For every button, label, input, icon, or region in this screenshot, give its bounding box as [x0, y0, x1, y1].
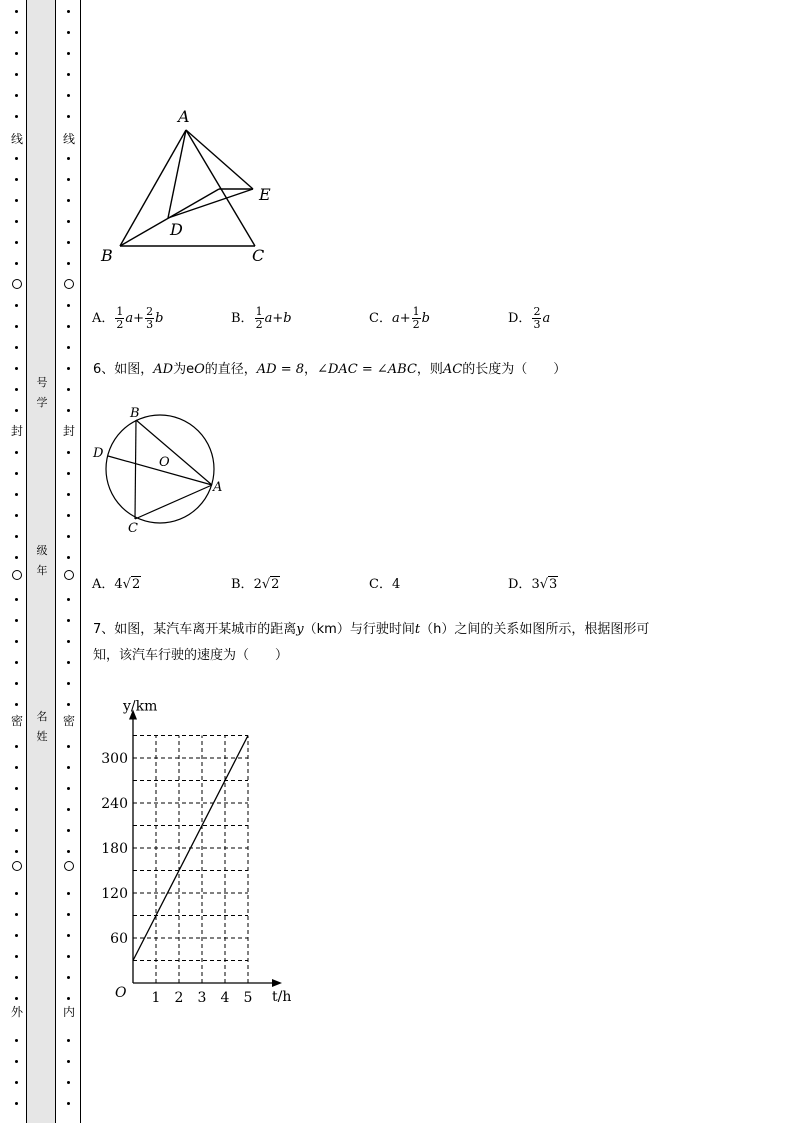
margin-dot	[67, 892, 70, 895]
x-axis-arrow-icon	[272, 979, 282, 987]
text: 为	[173, 362, 187, 377]
margin-ring-icon	[12, 279, 22, 289]
fraction	[115, 306, 124, 331]
margin-dot	[15, 745, 18, 748]
field-label-xue: 学	[36, 396, 48, 409]
margin-dot	[67, 1039, 70, 1042]
coefficient: 3	[531, 577, 540, 592]
radicand: 3	[549, 577, 558, 592]
x-tick-label: 3	[197, 990, 207, 1006]
margin-dot	[67, 31, 70, 34]
fraction	[255, 306, 264, 331]
text: 的长度为（ ）	[462, 362, 567, 377]
margin-dot	[15, 1060, 18, 1063]
value: 4	[391, 577, 401, 592]
denominator: 3	[146, 318, 154, 331]
fraction	[532, 306, 541, 331]
variable-t: t	[414, 622, 421, 637]
q6-stem	[93, 356, 566, 384]
margin-dot	[15, 325, 18, 328]
margin-dot	[67, 514, 70, 517]
margin-dot	[15, 535, 18, 538]
margin-dot	[67, 619, 70, 622]
text: ，	[304, 362, 318, 377]
margin-dot	[67, 115, 70, 118]
margin-dot	[15, 1102, 18, 1105]
outer-dotted-line	[12, 0, 22, 1123]
field-label-ji: 级	[36, 544, 48, 557]
segment-ad: AD	[153, 362, 174, 377]
margin-dot	[15, 115, 18, 118]
q6-option-b: B．2√2	[231, 577, 280, 592]
outer-label-xian: 线	[10, 132, 23, 146]
margin-dot	[67, 598, 70, 601]
margin-dot	[15, 934, 18, 937]
margin-dot	[67, 73, 70, 76]
margin-dot	[15, 997, 18, 1000]
numerator: 1	[412, 305, 420, 318]
margin-dot	[15, 31, 18, 34]
margin-dot	[67, 52, 70, 55]
margin-dot	[15, 766, 18, 769]
radicand: 2	[271, 577, 280, 592]
inner-label-mi: 密	[62, 714, 75, 728]
q6-option-d: D．3√3	[508, 577, 558, 592]
margin-dot	[15, 682, 18, 685]
margin-dot	[15, 388, 18, 391]
denominator: 2	[116, 318, 124, 331]
y-tick-label: 180	[101, 841, 128, 857]
margin-dot	[67, 1102, 70, 1105]
q5-option-c-letter: C．	[369, 311, 392, 326]
margin-dot	[15, 241, 18, 244]
margin-dot	[15, 1081, 18, 1084]
margin-dot	[67, 934, 70, 937]
q6-option-a-letter: A．	[92, 577, 115, 592]
margin-dot	[15, 346, 18, 349]
numerator: 2	[533, 305, 541, 318]
y-tick-label: 60	[110, 931, 128, 947]
margin-dot	[67, 1060, 70, 1063]
y-tick-label: 300	[101, 751, 128, 767]
field-label-ming: 名	[36, 710, 48, 723]
outer-label-wai: 外	[10, 1005, 23, 1019]
margin-dot	[67, 976, 70, 979]
margin-dot	[67, 661, 70, 664]
q6-number: 6、如图，	[93, 362, 154, 377]
q5-option-a	[92, 306, 163, 331]
margin-dot	[67, 913, 70, 916]
margin-dot	[15, 10, 18, 13]
field-label-xing: 姓	[36, 730, 48, 743]
margin-dot	[67, 262, 70, 265]
text: （km）与行驶时间	[303, 622, 415, 637]
margin-dot	[15, 94, 18, 97]
q5-label-c: C	[252, 246, 265, 265]
margin-dot	[15, 808, 18, 811]
margin-dot	[67, 220, 70, 223]
margin-dot	[15, 73, 18, 76]
margin-dot	[15, 640, 18, 643]
margin-dot	[67, 640, 70, 643]
equation-angles: ∠DAC = ∠ABC	[317, 362, 417, 377]
margin-border-line	[80, 0, 81, 1123]
y-tick-label: 240	[101, 796, 128, 812]
inner-dotted-line	[64, 0, 74, 1123]
margin-dot	[15, 976, 18, 979]
point-o: O	[194, 362, 205, 377]
text: 的直径，	[204, 362, 257, 377]
margin-dot	[67, 808, 70, 811]
margin-ring-icon	[64, 279, 74, 289]
x-tick-label: 1	[151, 990, 161, 1006]
q6-option-d-letter: D．	[508, 577, 532, 592]
coefficient: 4	[114, 577, 123, 592]
margin-dot	[15, 220, 18, 223]
x-axis-label: t/h	[272, 989, 292, 1005]
binding-strip	[26, 0, 56, 1123]
margin-dot	[15, 661, 18, 664]
radicand: 2	[131, 577, 141, 592]
q6-label-a: A	[213, 480, 223, 495]
margin-dot	[67, 745, 70, 748]
fraction	[412, 306, 421, 331]
margin-dot	[67, 10, 70, 13]
q5-option-c	[369, 306, 430, 331]
x-tick-label: 5	[243, 990, 253, 1006]
q6-option-a: A．4√2	[92, 577, 141, 592]
y-axis-label: y/km	[123, 698, 158, 715]
margin-dot	[67, 409, 70, 412]
origin-label: O	[115, 985, 127, 1001]
margin-dot	[15, 157, 18, 160]
margin-dot	[67, 199, 70, 202]
margin-dot	[67, 472, 70, 475]
margin-dot	[15, 850, 18, 853]
q7-distance-time-chart	[95, 690, 305, 1015]
y-tick-label: 120	[101, 886, 128, 902]
variable-y: y	[296, 622, 304, 637]
expression: a+	[391, 311, 411, 326]
q6-label-d: D	[93, 446, 104, 461]
margin-dot	[67, 178, 70, 181]
variable: a	[542, 311, 551, 326]
margin-dot	[67, 367, 70, 370]
margin-ring-icon	[12, 861, 22, 871]
margin-dot	[67, 346, 70, 349]
margin-dot	[67, 787, 70, 790]
margin-dot	[15, 409, 18, 412]
q6-option-b-letter: B．	[231, 577, 254, 592]
margin-dot	[15, 493, 18, 496]
margin-dot	[67, 682, 70, 685]
margin-dot	[67, 94, 70, 97]
fraction	[145, 306, 154, 331]
denominator: 2	[412, 318, 420, 331]
outer-label-feng: 封	[10, 424, 23, 438]
numerator: 1	[116, 305, 124, 318]
margin-dot	[67, 997, 70, 1000]
field-label-nian: 年	[36, 564, 48, 577]
operator: +	[133, 311, 145, 326]
margin-dot	[15, 1039, 18, 1042]
q5-option-b	[231, 306, 292, 331]
text: （h）之间的关系如图所示，根据图形可	[420, 622, 650, 637]
margin-dot	[15, 451, 18, 454]
denominator: 2	[255, 318, 263, 331]
margin-dot	[67, 703, 70, 706]
x-tick-label: 2	[174, 990, 184, 1006]
q5-label-d: D	[170, 220, 183, 239]
equation-ad: AD = 8	[256, 362, 305, 377]
margin-dot	[15, 829, 18, 832]
x-tick-label: 4	[220, 990, 230, 1006]
margin-dot	[67, 766, 70, 769]
numerator: 2	[146, 305, 154, 318]
coefficient: 2	[253, 577, 262, 592]
circle-symbol: e	[186, 362, 195, 377]
margin-dot	[67, 535, 70, 538]
margin-dot	[67, 850, 70, 853]
numerator: 1	[255, 305, 263, 318]
margin-dot	[15, 556, 18, 559]
q5-option-b-letter: B．	[231, 311, 254, 326]
q5-option-a-letter: A．	[92, 311, 115, 326]
margin-dot	[15, 367, 18, 370]
margin-dot	[15, 514, 18, 517]
q6-circle-figure	[90, 403, 230, 538]
q5-label-e: E	[259, 185, 271, 204]
outer-label-mi: 密	[10, 714, 23, 728]
text: 7、如图，某汽车离开某城市的距离	[93, 622, 297, 637]
margin-dot	[15, 787, 18, 790]
margin-dot	[15, 913, 18, 916]
margin-dot	[67, 157, 70, 160]
q6-option-c-letter: C．	[369, 577, 392, 592]
q5-label-a: A	[178, 107, 190, 126]
margin-dot	[15, 955, 18, 958]
margin-dot	[67, 829, 70, 832]
segment-ac: AC	[442, 362, 463, 377]
margin-dot	[67, 241, 70, 244]
margin-dot	[15, 262, 18, 265]
margin-dot	[15, 304, 18, 307]
q6-option-c	[369, 573, 400, 592]
text: ，则	[416, 362, 443, 377]
q5-label-b: B	[101, 246, 113, 265]
q7-stem-line1	[93, 616, 649, 644]
variable: b	[155, 311, 164, 326]
inner-label-xian: 线	[62, 132, 75, 146]
margin-dot	[67, 325, 70, 328]
margin-dot	[67, 556, 70, 559]
margin-ring-icon	[12, 570, 22, 580]
margin-dot	[15, 619, 18, 622]
q7-stem-line2: 知，该汽车行驶的速度为（ ）	[93, 648, 289, 663]
denominator: 3	[533, 318, 541, 331]
margin-dot	[15, 178, 18, 181]
margin-dot	[67, 388, 70, 391]
q5-triangle-figure	[95, 100, 295, 270]
margin-dot	[67, 451, 70, 454]
q6-label-b: B	[130, 406, 140, 421]
expression: a+b	[264, 311, 292, 326]
margin-ring-icon	[64, 861, 74, 871]
margin-ring-icon	[64, 570, 74, 580]
margin-dot	[15, 52, 18, 55]
inner-label-nei: 内	[62, 1005, 75, 1019]
field-label-hao: 号	[36, 376, 48, 389]
q5-option-d-letter: D．	[508, 311, 532, 326]
q6-label-o: O	[159, 455, 170, 470]
variable: b	[421, 311, 430, 326]
margin-dot	[67, 1081, 70, 1084]
margin-dot	[67, 304, 70, 307]
margin-dot	[15, 472, 18, 475]
margin-dot	[15, 199, 18, 202]
q5-option-d	[508, 306, 550, 331]
margin-dot	[15, 598, 18, 601]
q6-label-c: C	[128, 521, 138, 536]
variable: a	[125, 311, 134, 326]
margin-dot	[15, 703, 18, 706]
margin-dot	[15, 892, 18, 895]
margin-dot	[67, 955, 70, 958]
inner-label-feng: 封	[62, 424, 75, 438]
margin-dot	[67, 493, 70, 496]
